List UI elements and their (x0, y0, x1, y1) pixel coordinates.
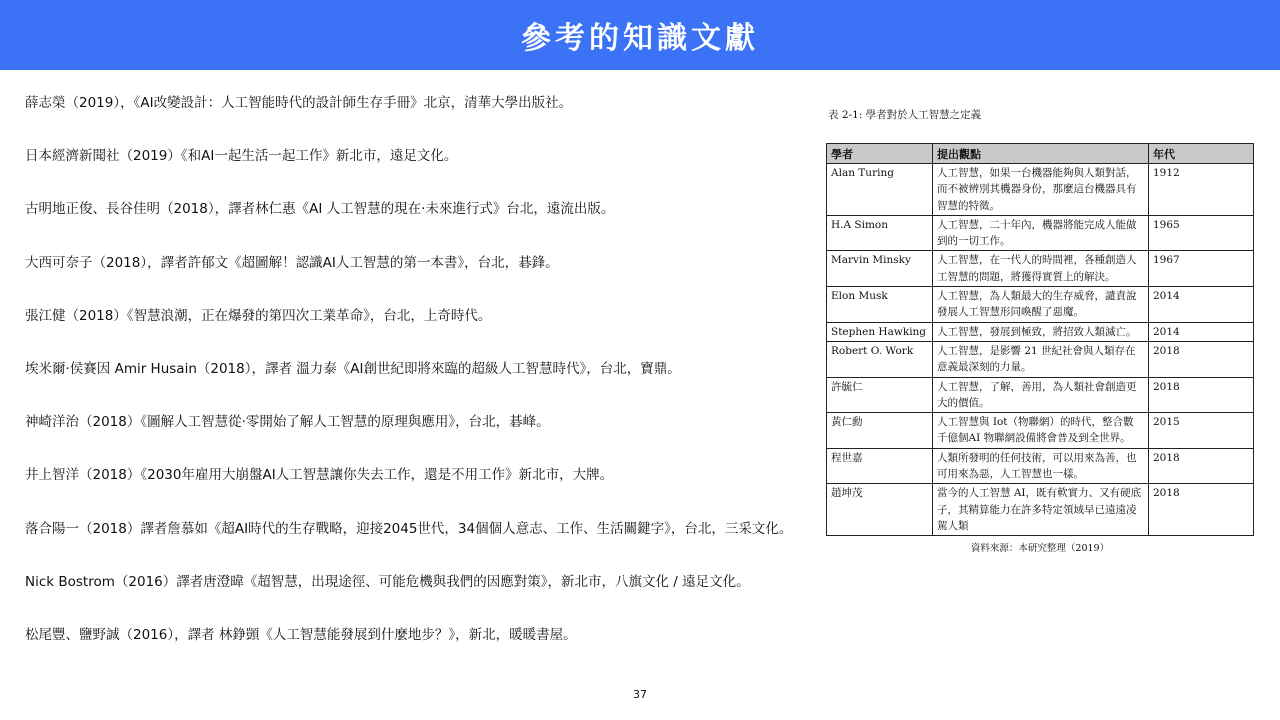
year-cell: 2018 (1149, 484, 1254, 536)
view-cell: 人工智慧與 Iot（物聯網）的時代，整合數千億個AI 物聯網設備將會普及到全世界。 (933, 413, 1149, 449)
view-cell: 人工智慧，為人類最大的生存威脅，譴責說發展人工智慧形同喚醒了惡魔。 (933, 287, 1149, 323)
scholar-cell: Stephen Hawking (827, 322, 933, 341)
table-row (827, 164, 1254, 216)
reference-item: 井上智洋（2018）《2030年雇用大崩盤AI人工智慧讓你失去工作，還是不用工作》新北市，大牌。 (25, 467, 614, 484)
page-number: 37 (633, 688, 647, 701)
table-row (827, 287, 1254, 323)
year-cell: 1912 (1149, 164, 1254, 216)
reference-item: 神崎洋治（2018）《圖解人工智慧從‧零開始了解人工智慧的原理與應用》，台北，碁峰。 (25, 414, 550, 431)
view-cell: 人工智慧，了解，善用，為人類社會創造更大的價值。 (933, 377, 1149, 413)
scholar-cell: Marvin Minsky (827, 251, 933, 287)
reference-item: 埃米爾‧侯賽因 Amir Husain（2018），譯者 溫力泰《AI創世紀即將來臨的超級人工智慧時代》，台北，寶鼎。 (25, 360, 681, 377)
view-cell: 當今的人工智慧 AI，既有軟實力、又有硬底子，其精算能力在許多特定領域早已遠遠凌駕人類 (933, 484, 1149, 536)
view-cell: 人類所發明的任何技術，可以用來為善，也可用來為惡，人工智慧也一樣。 (933, 448, 1149, 484)
year-cell: 1967 (1149, 251, 1254, 287)
reference-item: 日本經濟新聞社（2019）《和AI一起生活一起工作》新北市，遠足文化。 (25, 148, 458, 165)
year-cell: 2015 (1149, 413, 1254, 449)
year-cell: 1965 (1149, 215, 1254, 251)
table-row (827, 215, 1254, 251)
table-source: 資料來源：本研究整理（2019） (970, 543, 1110, 555)
column-header-year: 年代 (1149, 144, 1254, 164)
view-cell: 人工智慧，在一代人的時間裡，各種創造人工智慧的問題，將獲得實質上的解決。 (933, 251, 1149, 287)
table-row (827, 413, 1254, 449)
table-row (827, 251, 1254, 287)
scholar-cell: 趙坤茂 (827, 484, 933, 536)
year-cell: 2018 (1149, 448, 1254, 484)
reference-item: 大西可奈子（2018），譯者許郁文《超圖解！認識AI人工智慧的第一本書》，台北，碁鋒。 (25, 254, 559, 271)
year-cell: 2018 (1149, 377, 1254, 413)
reference-item: 松尾豐、鹽野誠（2016），譯者 林錚顗《人工智慧能發展到什麼地步？》，新北，暖暖書屋。 (25, 626, 577, 643)
reference-item: 薛志榮（2019），《AI改變設計：人工智能時代的設計師生存手冊》北京，清華大學出版社。 (25, 95, 573, 111)
reference-item: 落合陽一（2018）譯者詹慕如《超AI時代的生存戰略，迎接2045世代，34個個人意志、工作、生活關鍵字》，台北，三采文化。 (25, 520, 793, 537)
view-cell: 人工智慧，發展到極致，將招致人類滅亡。 (933, 322, 1149, 341)
view-cell: 人工智慧，如果一台機器能夠與人類對話，而不被辨別其機器身份，那麼這台機器具有智慧的特徵。 (933, 164, 1149, 216)
table-header-row (827, 144, 1254, 164)
table-row (827, 484, 1254, 536)
column-header-scholar: 學者 (827, 144, 933, 164)
table-caption: 表 2-1: 學者對於人工智慧之定義 (828, 109, 982, 121)
reference-item: Nick Bostrom（2016）譯者唐澄暐《超智慧，出現途徑、可能危機與我們的因應對策》，新北市，八旗文化 / 遠足文化。 (25, 573, 750, 590)
reference-list (25, 93, 815, 678)
title-bar (0, 0, 1280, 70)
year-cell: 2014 (1149, 322, 1254, 341)
scholar-cell: Elon Musk (827, 287, 933, 323)
scholar-cell: Alan Turing (827, 164, 933, 216)
view-cell: 人工智慧，是影響 21 世紀社會與人類存在意義最深刻的力量。 (933, 341, 1149, 377)
definition-table-figure (826, 107, 1254, 554)
scholar-cell: 許毓仁 (827, 377, 933, 413)
scholar-cell: 黃仁勳 (827, 413, 933, 449)
scholar-cell: Robert O. Work (827, 341, 933, 377)
reference-item: 古明地正俊、長谷佳明（2018），譯者林仁惠《AI 人工智慧的現在‧未來進行式》台北，遠流出版。 (25, 201, 615, 218)
page-title: 參考的知識文獻 (521, 21, 759, 56)
column-header-view: 提出觀點 (933, 144, 1149, 164)
scholar-cell: H.A Simon (827, 215, 933, 251)
table-row (827, 377, 1254, 413)
view-cell: 人工智慧，二十年內，機器將能完成人能做到的一切工作。 (933, 215, 1149, 251)
table-row (827, 322, 1254, 341)
table-row (827, 341, 1254, 377)
scholar-cell: 程世嘉 (827, 448, 933, 484)
definition-table (826, 143, 1254, 536)
reference-item: 張江健（2018）《智慧浪潮，正在爆發的第四次工業革命》，台北，上奇時代。 (25, 307, 492, 324)
year-cell: 2014 (1149, 287, 1254, 323)
year-cell: 2018 (1149, 341, 1254, 377)
table-row (827, 448, 1254, 484)
